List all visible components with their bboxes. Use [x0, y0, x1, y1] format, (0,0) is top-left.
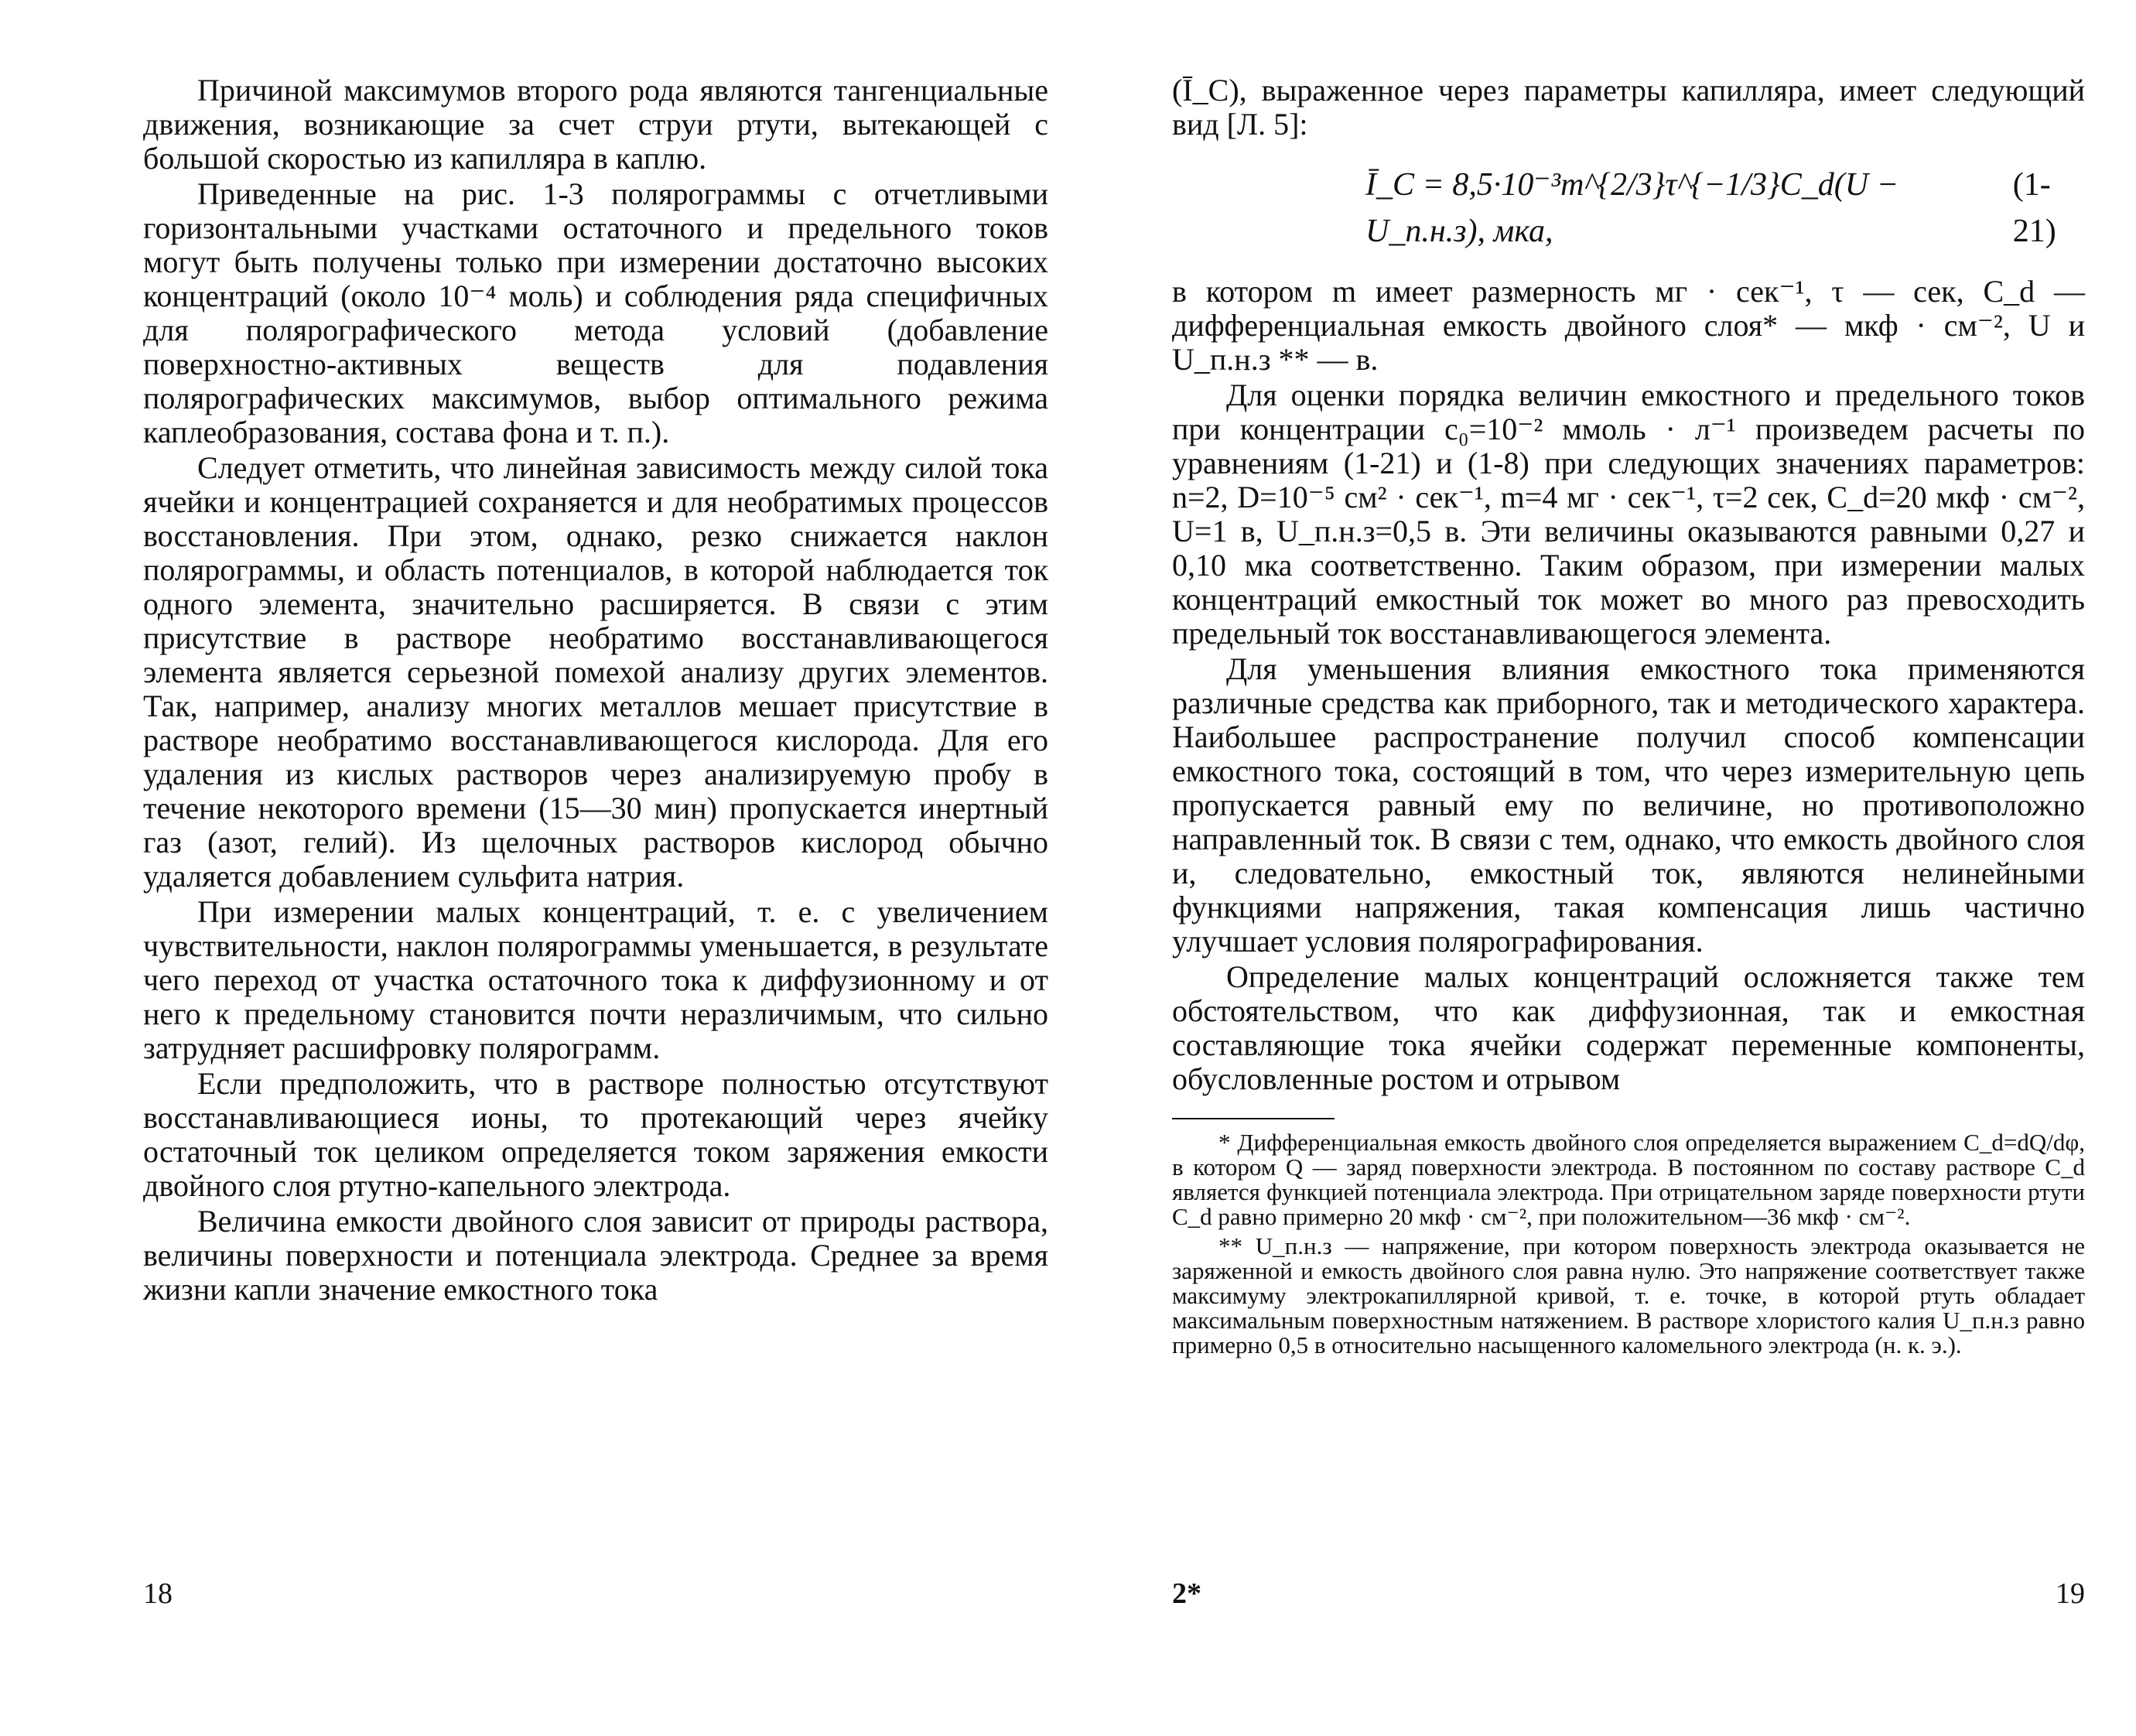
page-number: 18: [143, 1577, 173, 1610]
footnote: * Дифференциальная емкость двойного слоя определяется выражением C_d=dQ/dφ, в котором Q — заряд поверхности электрода. В постоянном по составу растворе C_d является функцией потенциала электрода. При отрицательном заряде поверхности ртути C_d равно примерно 20 мкф · см⁻², при положительном—36 мкф · см⁻².: [1172, 1129, 2085, 1230]
paragraph: Определение малых концентраций осложняется также тем обстоятельством, что как диффузионная, так и емкостная составляющие тока ячейки содержат переменные компоненты, обусловленные ростом и отрывом: [1172, 959, 2085, 1096]
right-text-column: [1172, 73, 2085, 1362]
paragraph: При измерении малых концентраций, т. е. с увеличением чувствительности, наклон полярограммы уменьшается, в результате чего переход от участка остаточного тока к диффузионному и от него к предельному становится почти неразличимым, что сильно затрудняет расшифровку полярограмм.: [143, 894, 1048, 1065]
signature-mark: 2*: [1172, 1577, 1201, 1610]
equation-expression: Ī_C = 8,5·10⁻³m^{2/3}τ^{−1/3}C_d(U − U_п.н.з), мка,: [1365, 167, 1898, 249]
paragraph: Для оценки порядка величин емкостного и предельного токов при концентрации c₀=10⁻² ммоль · л⁻¹ произведем расчеты по уравнениям (1-21) и (1-8) при следующих значениях параметров: n=2, D=10⁻⁵ см² · сек⁻¹, m=4 мг · сек⁻¹, τ=2 сек, C_d=20 мкф · см⁻², U=1 в, U_п.н.з=0,5 в. Эти величины оказываются равными 0,27 и 0,10 мка соответственно. Таким образом, при измерении малых концентраций емкостный ток может во много раз превосходить предельный ток восстанавливающегося элемента.: [1172, 378, 2085, 651]
paragraph: Для уменьшения влияния емкостного тока применяются различные средства как приборного, так и методического характера. Наибольшее распространение получил способ компенсации емкостного тока, состоящий в том, что через измерительную цепь пропускается равный ему по величине, но противоположно направленный ток. В связи с тем, однако, что емкость двойного слоя и, следовательно, емкостный ток, являются нелинейными функциями напряжения, такая компенсация лишь частично улучшает условия полярографирования.: [1172, 651, 2085, 959]
paragraph: Приведенные на рис. 1-3 полярограммы с отчетливыми горизонтальными участками остаточного и предельного токов могут быть получены только при измерении достаточно высоких концентраций (около 10⁻⁴ моль) и соблюдения ряда специфичных для полярографического метода условий (добавление поверхностно-активных веществ для подавления полярографических максимумов, выбор оптимального режима каплеобразования, состава фона и т. п.).: [143, 176, 1048, 449]
footnote: ** U_п.н.з — напряжение, при котором поверхность электрода оказывается не заряженной и емкость двойного слоя равна нулю. Это напряжение соответствует также максимуму электрокапиллярной кривой, т. е. точке, в которой ртуть обладает максимальным поверхностным натяжением. В растворе хлористого калия U_п.н.з равно примерно 0,5 в относительно насыщенного каломельного электрода (н. к. э.).: [1172, 1232, 2085, 1358]
right-page: [1068, 0, 2136, 1736]
paragraph: (Ī_C), выраженное через параметры капилляра, имеет следующий вид [Л. 5]:: [1172, 73, 2085, 142]
paragraph: Величина емкости двойного слоя зависит от природы раствора, величины поверхности и потенциала электрода. Среднее за время жизни капли значение емкостного тока: [143, 1204, 1048, 1307]
page-number: 19: [2056, 1577, 2085, 1610]
paragraph: в котором m имеет размерность мг · сек⁻¹, τ — сек, C_d — дифференциальная емкость двойного слоя* — мкф · см⁻², U и U_п.н.з ** — в.: [1172, 274, 2085, 377]
equation-number: (1-21): [2012, 167, 2056, 249]
left-text-column: [143, 73, 1048, 1308]
paragraph: Следует отметить, что линейная зависимость между силой тока ячейки и концентрацией сохраняется и для необратимых процессов восстановления. При этом, однако, резко снижается наклон полярограммы, и область потенциалов, в которой наблюдается ток одного элемента, значительно расширяется. В связи с этим присутствие в растворе необратимо восстанавливающегося элемента является серьезной помехой анализу других элементов. Так, например, анализу многих металлов мешает присутствие в растворе необратимо восстанавливающегося кислорода. Для его удаления из кислых растворов через анализируемую пробу в течение некоторого времени (15—30 мин) пропускается инертный газ (азот, гелий). Из щелочных растворов кислород обычно удаляется добавлением сульфита натрия.: [143, 450, 1048, 894]
equation-1-21: [1172, 162, 2085, 255]
paragraph: Причиной максимумов второго рода являются тангенциальные движения, возникающие за счет струи ртути, вытекающей с большой скоростью из капилляра в каплю.: [143, 73, 1048, 176]
footnote-divider: [1172, 1118, 1335, 1119]
paragraph: Если предположить, что в растворе полностью отсутствуют восстанавливающиеся ионы, то протекающий через ячейку остаточный ток целиком определяется током заряжения емкости двойного слоя ртутно-капельного электрода.: [143, 1066, 1048, 1203]
